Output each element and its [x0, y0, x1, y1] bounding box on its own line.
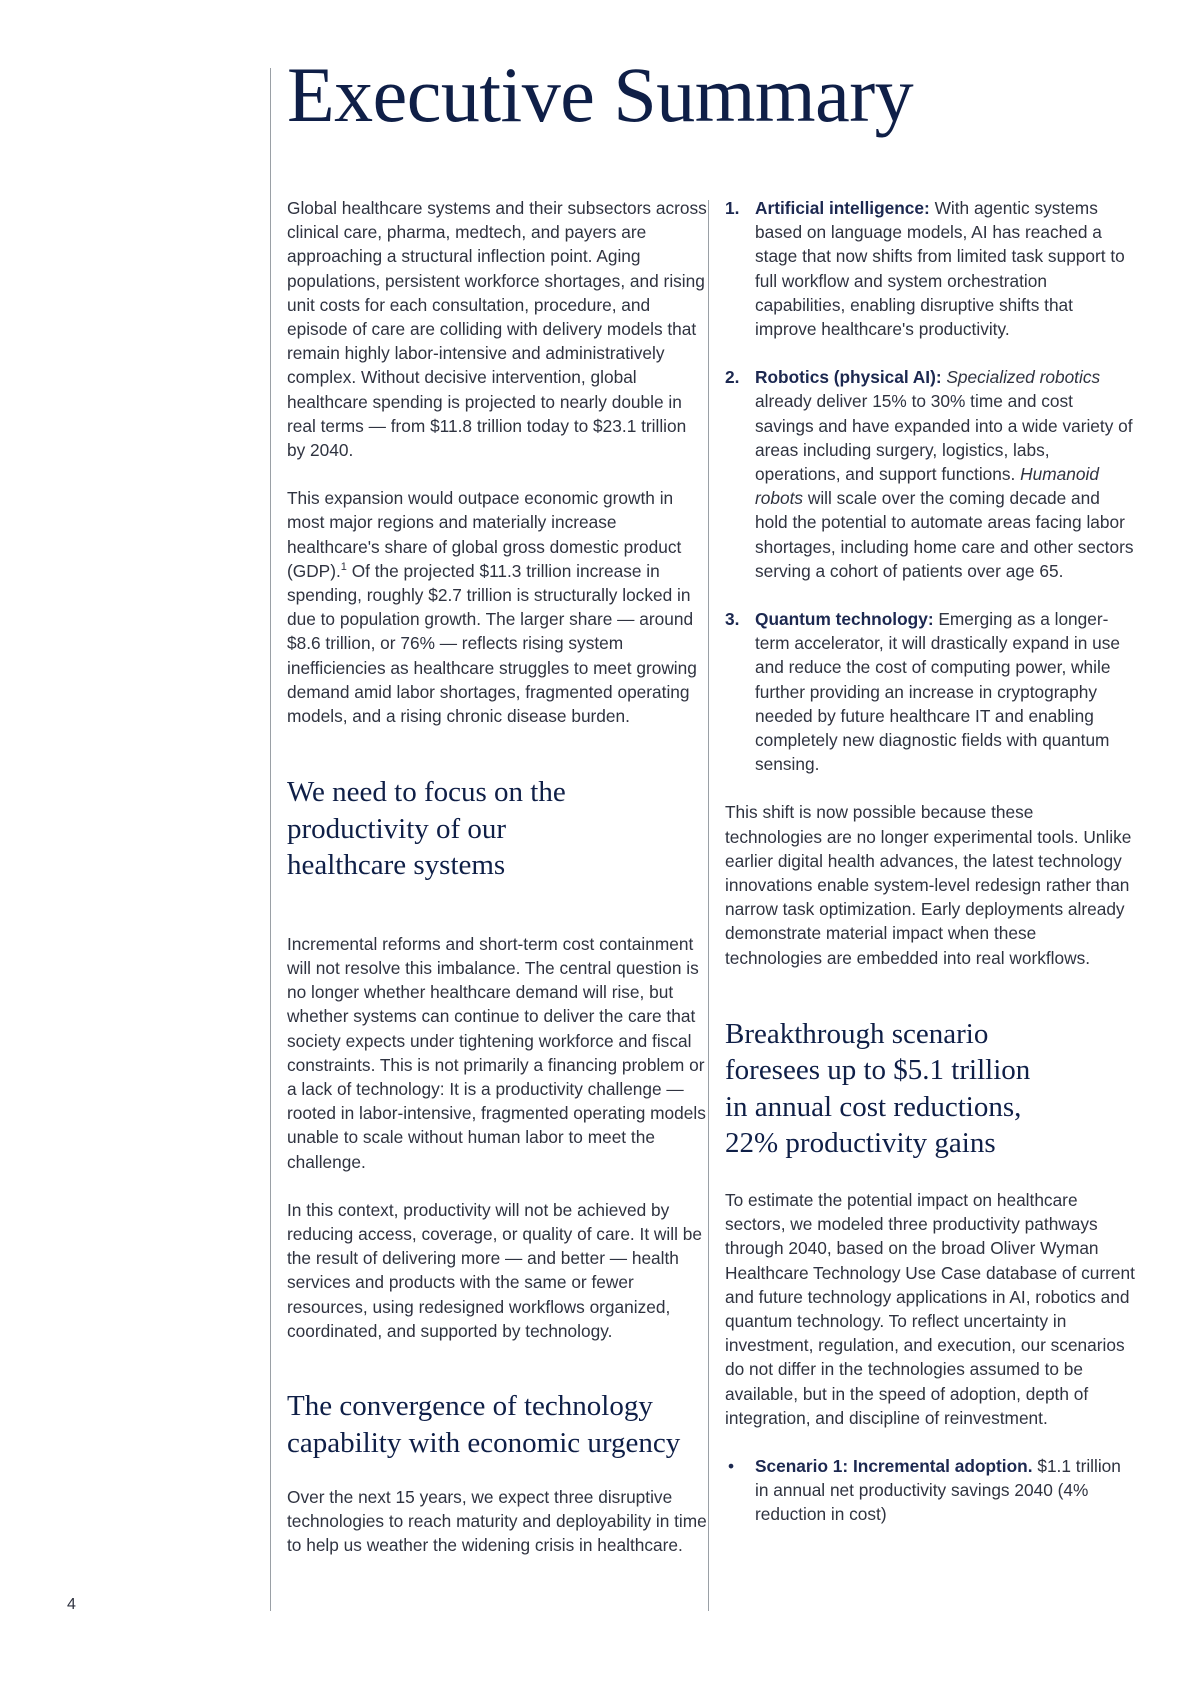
list-item-quantum: [725, 607, 1135, 776]
list-item-label: Robotics (physical AI):: [755, 367, 942, 388]
list-number: 3.: [725, 609, 740, 630]
intro-paragraph: Global healthcare systems and their subsectors across clinical care, pharma, medtech, and payers are approaching a structural inflection point. Aging populations, persistent workforce shortages, and rising unit costs for each consultation, procedure, and episode of care are colliding with delivery models that remain highly labor-intensive and administratively complex. Without decisive intervention, global healthcare spending is projected to nearly double in real terms — from $11.8 trillion today to $23.1 trillion by 2040.: [287, 198, 707, 461]
scenario-label: Scenario 1: Incremental adoption.: [755, 1455, 1033, 1476]
list-item-text: With agentic systems based on language models, AI has reached a stage that now shifts from limited task support to full workflow and system orchestration capabilities, enabling disruptive shifts that improve healthcare's productivity.: [755, 198, 1125, 340]
scenario-text: $1.1 trillion in annual net productivity savings 2040 (4% reduction in cost): [755, 1455, 1121, 1525]
column-divider-rule: [708, 200, 709, 1611]
scenario-list: [725, 1454, 1135, 1527]
expansion-text-b: Of the projected $11.3 trillion increase in spending, roughly $2.7 trillion is structurally locked in due to population growth. The larger share — around $8.6 trillion, or 76% — reflects rising system inefficiencies as healthcare struggles to meet growing demand amid labor shortages, fragmented operating models, and a rising chronic disease burden.: [287, 560, 697, 727]
left-column: [287, 196, 707, 1558]
list-item-text: already deliver 15% to 30% time and cost savings and have expanded into a wide variety of areas including surgery, logistics, labs, operations, and support functions.: [755, 391, 1133, 485]
section-heading-breakthrough: Breakthrough scenario foresees up to $5.1 trillion in annual cost reductions, 22% productivity gains: [725, 1017, 1031, 1160]
footnote-ref[interactable]: 1: [340, 561, 347, 574]
bullet-mark: •: [728, 1455, 735, 1476]
estimate-paragraph: To estimate the potential impact on healthcare sectors, we modeled three productivity pathways through 2040, based on the broad Oliver Wyman Healthcare Technology Use Case database of current and future technology applications in AI, robotics and quantum technology. To reflect uncertainty in investment, regulation, and execution, our scenarios do not differ in the technologies assumed to be available, but in the speed of adoption, depth of integration, and discipline of reinvestment.: [725, 1189, 1135, 1428]
next-15-years-paragraph: Over the next 15 years, we expect three disruptive technologies to reach maturity and deployability in time to help us weather the widening crisis in healthcare.: [287, 1487, 707, 1556]
left-vertical-rule: [270, 68, 271, 1611]
page-number: 4: [67, 1596, 76, 1613]
context-paragraph: In this context, productivity will not be achieved by reducing access, coverage, or quality of care. It will be the result of delivering more — and better — health services and products with the same or fewer resources, using redesigned workflows organized, coordinated, and supported by technology.: [287, 1199, 702, 1341]
list-item-emphasis: Specialized robotics: [946, 367, 1101, 388]
scenario-item: [725, 1454, 1135, 1527]
list-item-label: Artificial intelligence:: [755, 198, 930, 218]
list-number: 2.: [725, 367, 740, 388]
list-item-text: will scale over the coming decade and hold the potential to automate areas facing labor shortages, including home care and other sectors serving a cohort of patients over age 65.: [755, 488, 1134, 581]
page-title: Executive Summary: [287, 51, 914, 138]
shift-paragraph: This shift is now possible because these technologies are no longer experimental tools. Unlike earlier digital health advances, the latest technology innovations enable system-level redesign rather than narrow task optimization. Early deployments already demonstrate material impact when these technologies are embedded into real workflows.: [725, 802, 1132, 968]
expansion-text-a: This expansion would outpace economic growth in most major regions and materially increase healthcare's share of global gross domestic product (GDP).: [287, 488, 682, 581]
list-number: 1.: [725, 198, 740, 218]
list-item-label: Quantum technology:: [755, 609, 934, 630]
list-item-ai: [725, 196, 1135, 341]
right-column: [725, 196, 1135, 1527]
list-item-text: Emerging as a longer-term accelerator, it will drastically expand in use and reduce the cost of computing power, while further providing an increase in cryptography needed by future healthcare IT and enabling completely new diagnostic fields with quantum sensing.: [755, 609, 1120, 775]
section-heading-productivity: We need to focus on the productivity of our healthcare systems: [287, 776, 566, 882]
incremental-reforms-paragraph: Incremental reforms and short-term cost containment will not resolve this imbalance. The central question is no longer whether healthcare demand will rise, but whether systems can continue to deliver the care that society expects under tightening workforce and fiscal constraints. This is not primarily a financing problem or a lack of technology: It is a productivity challenge — rooted in labor-intensive, fragmented operating models unable to scale without human labor to meet the challenge.: [287, 933, 706, 1172]
list-item-robotics: [725, 365, 1135, 583]
list-item-emphasis: Humanoid robots: [755, 464, 1099, 509]
section-heading-convergence: The convergence of technology capability with economic urgency: [287, 1390, 681, 1459]
technology-list: [725, 196, 1135, 776]
expansion-paragraph: [287, 486, 707, 728]
